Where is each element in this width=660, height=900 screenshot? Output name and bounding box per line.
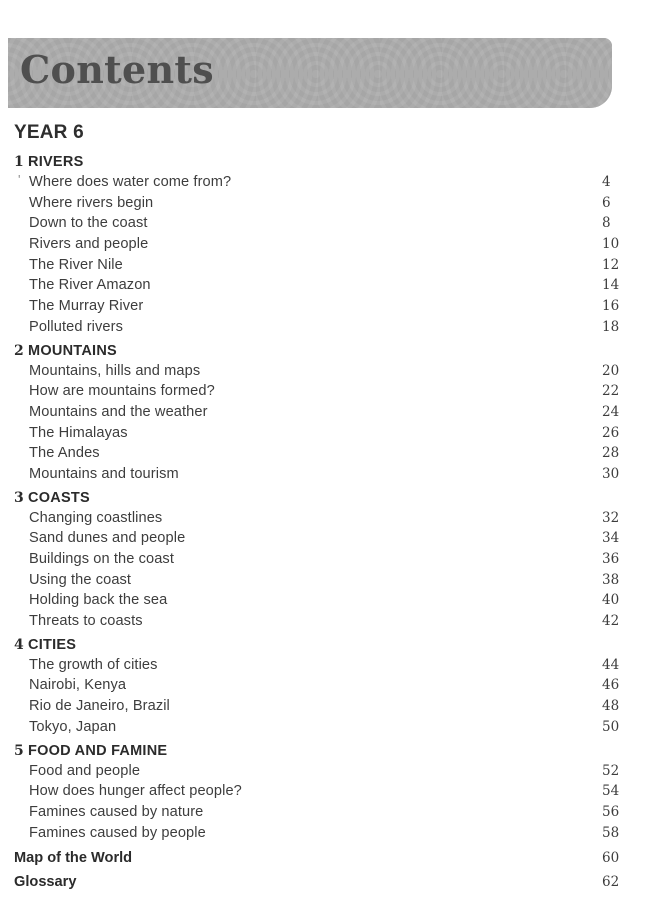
toc-entry-page-number: 8 (602, 215, 611, 232)
toc-entry-label: The growth of cities (29, 656, 158, 673)
toc-entry[interactable] (0, 549, 660, 570)
toc-entry[interactable] (0, 761, 660, 782)
toc-entry-page-number: 54 (602, 783, 620, 800)
toc-entry-label: Down to the coast (29, 215, 148, 232)
toc-entry[interactable] (0, 464, 660, 485)
year-heading: YEAR 6 (14, 122, 84, 143)
toc-entry[interactable] (0, 443, 660, 464)
toc-entry-label: Tokyo, Japan (29, 718, 117, 735)
section-title: CITIES (28, 636, 77, 653)
toc-entry[interactable] (0, 696, 660, 717)
toc-entry-label: Using the coast (29, 571, 132, 588)
section-heading (0, 341, 660, 361)
toc-entry-label: Famines caused by nature (29, 803, 204, 820)
toc-entry[interactable] (0, 275, 660, 296)
toc-entry-label: Where does water come from? (29, 174, 232, 190)
toc-entry-page-number: 46 (602, 677, 620, 694)
toc-entry-page-number: 52 (602, 762, 620, 779)
table-of-contents (0, 152, 660, 894)
toc-entry-page-number: 30 (602, 465, 620, 482)
toc-entry-label: Threats to coasts (29, 613, 143, 630)
toc-entry-label: The River Nile (29, 256, 123, 273)
toc-entry-label: Food and people (29, 762, 141, 779)
toc-entry[interactable] (0, 823, 660, 844)
toc-entry-page-number: 16 (602, 298, 620, 315)
toc-entry-page-number: 6 (602, 194, 611, 211)
section-title: RIVERS (28, 154, 84, 170)
toc-entry-label: Sand dunes and people (29, 530, 186, 547)
toc-standalone-entry[interactable] (0, 870, 660, 894)
toc-entry-page-number: 14 (602, 277, 620, 294)
toc-entry[interactable] (0, 655, 660, 676)
toc-entry-label: Mountains and tourism (29, 465, 179, 482)
toc-entry-label: Buildings on the coast (29, 551, 174, 567)
toc-entry-page-number: 10 (602, 236, 620, 253)
section-heading (0, 741, 660, 761)
toc-entry[interactable] (0, 317, 660, 338)
toc-entry-page-number: 26 (602, 424, 620, 441)
toc-section (0, 488, 660, 632)
section-heading (0, 488, 660, 508)
section-heading (0, 152, 660, 172)
toc-entry-label: Nairobi, Kenya (29, 677, 127, 694)
toc-entry[interactable] (0, 381, 660, 402)
toc-standalone-label: Glossary (14, 874, 77, 891)
toc-entry-label: Rivers and people (29, 236, 149, 253)
toc-entry[interactable] (0, 213, 660, 234)
toc-entry-page-number: 36 (602, 551, 620, 567)
section-number: 2 (14, 342, 24, 359)
toc-entry-page-number: 20 (602, 362, 620, 379)
toc-entry-page-number: 40 (602, 592, 620, 609)
toc-entry-page-number: 24 (602, 403, 620, 420)
toc-entry-page-number: 4 (602, 174, 611, 190)
toc-entry-page-number: 58 (602, 824, 620, 841)
section-number: 5 (14, 742, 24, 759)
toc-entry[interactable] (0, 255, 660, 276)
toc-entry[interactable] (0, 675, 660, 696)
toc-entry-label: The Andes (29, 445, 100, 462)
toc-entry-label: Mountains and the weather (29, 403, 208, 420)
section-number: 3 (14, 489, 24, 506)
page-title: Contents (20, 47, 214, 92)
toc-entry[interactable] (0, 361, 660, 382)
toc-standalone-page-number: 60 (602, 850, 620, 867)
toc-entry-page-number: 42 (602, 613, 620, 630)
section-title: MOUNTAINS (28, 342, 117, 359)
toc-entry-page-number: 18 (602, 318, 620, 335)
toc-entry-page-number: 28 (602, 445, 620, 462)
toc-entry[interactable] (0, 611, 660, 632)
toc-entry-page-number: 50 (602, 718, 620, 735)
toc-entry-page-number: 12 (602, 256, 620, 273)
toc-entry-label: Polluted rivers (29, 318, 123, 335)
toc-entry-label: Holding back the sea (29, 592, 168, 609)
section-heading (0, 635, 660, 655)
toc-entry[interactable] (0, 402, 660, 423)
section-title: COASTS (28, 489, 90, 506)
toc-entry-label: Changing coastlines (29, 509, 163, 526)
toc-entry-label: The Himalayas (29, 424, 128, 441)
section-number: 4 (14, 636, 24, 653)
toc-entry[interactable] (0, 172, 660, 193)
toc-entry[interactable] (0, 423, 660, 444)
toc-entry-page-number: 38 (602, 571, 620, 588)
toc-entry-page-number: 44 (602, 656, 620, 673)
toc-section (0, 741, 660, 844)
section-title: FOOD AND FAMINE (28, 742, 168, 759)
toc-entry-label: Mountains, hills and maps (29, 362, 201, 379)
toc-entry-page-number: 56 (602, 803, 620, 820)
toc-standalone-entry[interactable] (0, 846, 660, 870)
toc-entry[interactable] (0, 802, 660, 823)
toc-entry-label: The River Amazon (29, 277, 151, 294)
toc-standalone-page-number: 62 (602, 874, 620, 891)
toc-entry[interactable] (0, 234, 660, 255)
toc-entry-label: The Murray River (29, 298, 144, 315)
toc-section (0, 635, 660, 738)
toc-entry[interactable] (0, 590, 660, 611)
section-number: 1 (14, 154, 24, 170)
toc-entry-page-number: 22 (602, 383, 620, 400)
toc-entry[interactable] (0, 528, 660, 549)
toc-entry[interactable] (0, 781, 660, 802)
toc-entry-label: Famines caused by people (29, 824, 206, 841)
toc-entry-page-number: 34 (602, 530, 620, 547)
toc-entry-label: How does hunger affect people? (29, 783, 242, 800)
toc-entry[interactable] (0, 193, 660, 214)
toc-entry-page-number: 48 (602, 698, 620, 715)
toc-entry[interactable] (0, 717, 660, 738)
toc-section (0, 341, 660, 485)
toc-entry-page-number: 32 (602, 509, 620, 526)
toc-entry[interactable] (0, 296, 660, 317)
toc-entry-label: Rio de Janeiro, Brazil (29, 698, 170, 715)
toc-standalone-label: Map of the World (14, 850, 133, 867)
toc-entry[interactable] (0, 570, 660, 591)
contents-banner (8, 38, 612, 108)
toc-entry-label: Where rivers begin (29, 194, 154, 211)
toc-entry[interactable] (0, 508, 660, 529)
toc-section (0, 152, 660, 338)
toc-entry-label: How are mountains formed? (29, 383, 215, 400)
